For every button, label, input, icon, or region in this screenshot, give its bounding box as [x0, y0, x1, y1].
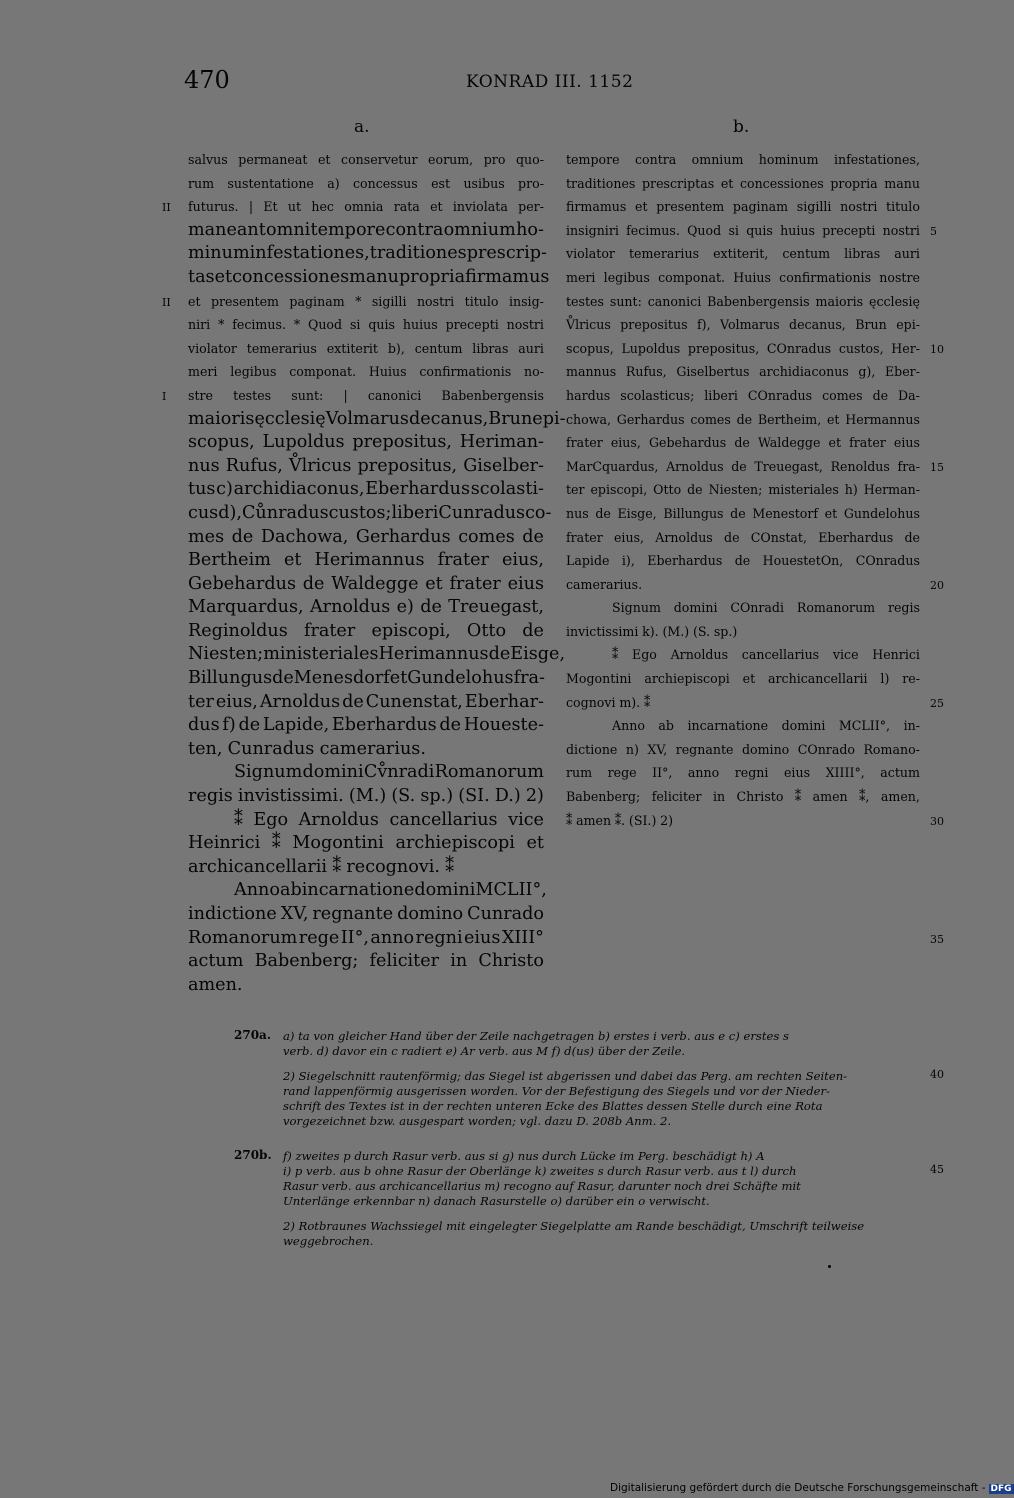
note-line: verb. d) davor ein c radiert e) Ar verb. aus M f) d(us) über der Zeile.	[283, 1044, 686, 1058]
note-line: 2) Rotbraunes Wachssiegel mit eingelegter Siegelplatte am Rande beschädigt, Umschrift teilweise	[283, 1219, 865, 1233]
col-b-line: meri legibus componat. Huius confirmationis nostre	[566, 269, 920, 285]
column-a-text	[188, 148, 566, 997]
col-b-line: firmamus et presentem paginam sigilli nostri titulo	[566, 199, 920, 215]
line-number: 20	[930, 578, 944, 592]
col-b-line: testes sunt: canonici Babenbergensis maioris ęcclesię	[566, 293, 920, 309]
col-b-line: Anno ab incarnatione domini MCLII°, in-	[612, 718, 920, 734]
col-a-line: niri * fecimus. * Quod si quis huius precepti nostri	[188, 317, 544, 333]
col-a-line: Niesten; ministeriales Herimannus de Eisge,	[188, 644, 566, 665]
col-a-line: tus c) archidiaconus, Eberhardus scolasti-	[188, 479, 544, 500]
column-b-text	[566, 148, 920, 832]
col-a-line: dus f) de Lapide, Eberhardus de Houeste-	[188, 715, 544, 736]
col-a-line: meri legibus componat. Huius confirmationis no-	[188, 364, 544, 380]
page-number: 470	[184, 66, 230, 94]
col-b-line: rum rege II°, anno regni eius XIIII°, actum	[566, 765, 920, 781]
col-a-line: Heinrici ⁑ Mogontini archiepiscopi et	[188, 833, 544, 854]
dfg-logo: DFG	[990, 1484, 1012, 1494]
note-line: weggebrochen.	[283, 1234, 374, 1248]
running-title: KONRAD III. 1152	[466, 72, 634, 92]
line-number: 45	[930, 1163, 944, 1176]
col-b-line: cognovi m). ⁑	[566, 694, 651, 710]
line-number: 35	[930, 932, 944, 946]
col-a-line: salvus permaneat et conservetur eorum, pro quo-	[188, 152, 544, 167]
col-a-line: scopus, Lupoldus prepositus, Heriman-	[188, 432, 544, 453]
note-line: f) zweites p durch Rasur verb. aus si g) nus durch Lücke im Perg. beschädigt h) A	[283, 1149, 765, 1163]
col-b-line: ter episcopi, Otto de Niesten; misteriales h) Herman-	[566, 482, 920, 498]
note-line: i) p verb. aus b ohne Rasur der Oberlänge k) zweites s durch Rasur verb. aus t l) durch	[283, 1164, 797, 1178]
col-a-line: stre testes sunt: | canonici Babenbergensis	[188, 387, 544, 403]
col-a-line: Billungus de Menesdorf et Gundelohus fra-	[188, 668, 545, 689]
col-b-line: Babenberg; feliciter in Christo ⁑ amen ⁑, amen,	[566, 789, 920, 805]
note-line: 2) Siegelschnitt rautenförmig; das Siegel ist abgerissen und dabei das Perg. am rechten Seiten-	[283, 1069, 848, 1083]
col-a-line: Reginoldus frater episcopi, Otto de	[188, 620, 544, 641]
col-a-line: Signum domini Cv̊nradi Romanorum	[234, 762, 544, 783]
line-number: 25	[930, 696, 944, 710]
col-b-line: tempore contra omnium hominum infestationes,	[566, 152, 920, 167]
col-a-line: ter eius, Arnoldus de Cunenstat, Eberhar-	[188, 691, 544, 712]
col-a-line: indictione XV, regnante domino Cunrado	[188, 904, 544, 924]
col-a-line: Anno ab incarnatione domini MCLII°,	[234, 880, 547, 901]
col-b-line: violator temerarius extiterit, centum libras auri	[566, 246, 920, 262]
dfg-footer	[610, 1482, 1014, 1494]
note-line: a) ta von gleicher Hand über der Zeile nachgetragen b) erstes i verb. aus e c) erstes s	[283, 1029, 789, 1043]
col-b-line: hardus scolasticus; liberi COnradus comes de Da-	[566, 387, 920, 403]
line-number: 15	[930, 460, 944, 474]
col-a-line: violator temerarius extiterit b), centum libras auri	[188, 340, 544, 356]
col-b-line: ⁑ Ego Arnoldus cancellarius vice Henrici	[612, 647, 920, 663]
col-a-line: et presentem paginam * sigilli nostri titulo insig-	[188, 293, 544, 309]
col-b-line: scopus, Lupoldus prepositus, COnradus custos, Her-	[566, 340, 920, 356]
col-a-line: Marquardus, Arnoldus e) de Treuegast,	[188, 597, 544, 618]
col-b-line: V̊lricus prepositus f), Volmarus decanus, Brun epi-	[566, 317, 920, 333]
col-a-line: minum infestationes, traditiones prescrip-	[188, 243, 547, 264]
col-b-line: traditiones prescriptas et concessiones propria manu	[566, 175, 920, 191]
col-b-line: dictione n) XV, regnante domino COnrado Romano-	[566, 741, 920, 757]
col-a-line: rum sustentatione a) concessus est usibus pro-	[188, 175, 544, 191]
note-line: vorgezeichnet bzw. ausgespart worden; vgl. dazu D. 208b Anm. 2.	[283, 1114, 672, 1128]
line-number: 10	[930, 342, 944, 356]
col-b-line: nus de Eisge, Billungus de Menestorf et Gundelohus	[566, 505, 920, 521]
col-a-line: Bertheim et Herimannus frater eius,	[188, 550, 544, 571]
margin-marker: II	[162, 295, 171, 309]
line-number: 30	[930, 814, 944, 828]
margin-marker: I	[162, 390, 167, 403]
col-b-line: mannus Rufus, Giselbertus archidiaconus g), Eber-	[566, 364, 920, 380]
col-a-line: maioris ęcclesię Volmarus decanus, Brun epi-	[188, 408, 566, 429]
line-number: 40	[930, 1068, 944, 1081]
col-b-line: frater eius, Gebehardus de Waldegge et frater eius	[566, 435, 920, 451]
footer-text: Digitalisierung gefördert durch die Deutsche Forschungsgemeinschaft -	[610, 1482, 986, 1494]
ink-dot	[828, 1265, 831, 1268]
col-b-line: frater eius, Arnoldus de COnstat, Eberhardus de	[566, 529, 920, 545]
note-line: rand lappenförmig ausgerissen worden. Vor der Befestigung des Siegels und vor der Nieder-	[283, 1084, 830, 1098]
col-a-line: tas et concessiones manu propria firmamus	[188, 266, 550, 287]
line-number: 5	[930, 224, 937, 238]
col-a-line: Gebehardus de Waldegge et frater eius	[188, 573, 544, 594]
col-b-line: Lapide i), Eberhardus de HouestetOn, COnradus	[566, 553, 920, 569]
col-b-line: invictissimi k). (M.) (S. sp.)	[566, 623, 738, 639]
col-a-line: nus Rufus, V̊lricus prepositus, Giselber-	[188, 455, 544, 476]
col-a-line: ⁑ Ego Arnoldus cancellarius vice	[234, 809, 544, 830]
col-b-line: MarCquardus, Arnoldus de Treuegast, Renoldus fra-	[566, 458, 920, 474]
note-id: 270b.	[234, 1148, 272, 1162]
col-a-line: maneant omni tempore contra omnium ho-	[188, 219, 544, 240]
col-a-line: actum Babenberg; feliciter in Christo	[188, 951, 544, 972]
note-id: 270a.	[234, 1028, 272, 1042]
margin-marker: II	[162, 201, 171, 215]
col-a-line: cus d), Cůnradus custos; liberi Cunradus co-	[188, 502, 552, 523]
col-b-line: chowa, Gerhardus comes de Bertheim, et Hermannus	[566, 411, 920, 427]
col-a-line: amen.	[188, 974, 243, 995]
column-b-label: b.	[733, 117, 750, 137]
col-b-line: Signum domini COnradi Romanorum regis	[612, 600, 920, 616]
col-a-line: mes de Dachowa, Gerhardus comes de	[188, 526, 544, 547]
col-b-line: insigniri fecimus. Quod si quis huius precepti nostri	[566, 222, 920, 238]
col-a-line: Romanorum rege II°, anno regni eius XIII°	[188, 927, 544, 948]
col-a-line: archicancellarii ⁑ recognovi. ⁑	[188, 856, 455, 877]
column-a-label: a.	[354, 117, 370, 137]
col-a-line: futurus. | Et ut hec omnia rata et inviolata per-	[188, 199, 544, 215]
col-a-line: regis invistissimi. (M.) (S. sp.) (SI. D.) 2)	[188, 786, 544, 807]
col-b-line: camerarius.	[566, 576, 643, 592]
col-b-line: Mogontini archiepiscopi et archicancellarii l) re-	[566, 671, 920, 687]
note-line: schrift des Textes ist in der rechten unteren Ecke des Blattes dessen Stelle durch eine Rota	[283, 1099, 823, 1113]
note-line: Unterlänge erkennbar n) danach Rasurstelle o) darüber ein o verwischt.	[283, 1194, 710, 1208]
page-header	[0, 66, 1000, 96]
col-a-line: ten, Cunradus camerarius.	[188, 738, 426, 759]
col-b-line: ⁑ amen ⁑. (SI.) 2)	[566, 812, 674, 828]
note-line: Rasur verb. aus archicancellarius m) recogno auf Rasur, darunter noch drei Schäfte mit	[283, 1179, 801, 1193]
